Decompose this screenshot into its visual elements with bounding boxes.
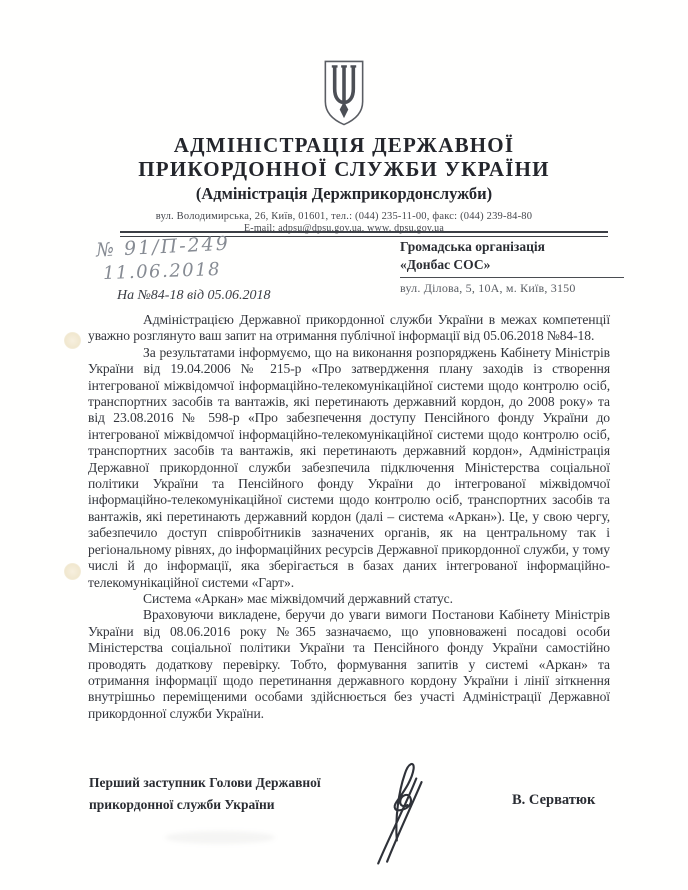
org-name-line1: АДМІНІСТРАЦІЯ ДЕРЖАВНОЇ [173, 133, 515, 157]
punch-hole [64, 563, 81, 580]
body-paragraph: Система «Аркан» має міжвідомчий державний статус. [143, 590, 453, 606]
org-address-line: вул. Володимирська, 26, Київ, 01601, тел.: (044) 235-11-00, факс: (044) 239-84-80 [155, 211, 533, 223]
signer-position-line1: Перший заступник Голови Державної [89, 775, 321, 790]
recipient-address: вул. Ділова, 5, 10А, м. Київ, 3150 [400, 280, 576, 295]
signer-position-line2: прикордонної служби України [89, 797, 275, 813]
org-name-line2: ПРИКОРДОННОЇ СЛУЖБИ УКРАЇНИ [138, 156, 550, 181]
recipient-divider [400, 277, 624, 278]
outgoing-date-handwritten: 11.06.2018 [102, 258, 222, 285]
recipient-org-type: Громадська організація [400, 239, 545, 254]
signer-position [89, 772, 321, 817]
signature-scribble [362, 752, 444, 867]
punch-hole [64, 332, 81, 349]
org-short-name: (Адміністрація Держприкордонслужби) [195, 184, 493, 204]
trident-emblem-icon [322, 60, 366, 126]
body-text [88, 312, 610, 722]
body-paragraph: Враховуючи викладене, беручи до уваги вимоги Постанови Кабінету Міністрів України від 08.06.2016 року №365 зазначаємо, що уповноважені посадові особи Міністерства соціальної політики України та Пенсійного фонду України самостійно проводять додаткову перевірку. Тобто, формування запитів у системі «Аркан» та отримання інформації щодо перетинання державного кордону України і лінії зіткнення внутрішньо переміщеними особами здійснюється без участі Адміністрації Державної прикордонної служби України. [88, 607, 610, 721]
org-email-line: E-mail: adpsu@dpsu.gov.ua, www. dpsu.gov.ua [243, 223, 444, 235]
outgoing-number-handwritten: № 91/П-249 [95, 232, 231, 262]
recipient-org-name: «Донбас СОС» [400, 256, 491, 272]
signer-name: В. Серватюк [512, 792, 596, 808]
body-paragraph: За результатами інформуємо, що на виконання розпоряджень Кабінету Міністрів України від 19.04.2006 № 215-р «Про затвердження плану заходів із створення інтегрованої міжвідомчої інформаційно-телекомунікаційної системи щодо контролю осіб, транспортних засобів та вантажів, які перетинають державний кордон, до 2008 року» та від 23.08.2016 № 598-р «Про забезпечення доступу Пенсійного фонду України до інтегрованої міжвідомчої інформаційно-телекомунікаційної системи щодо контролю осіб, транспортних засобів та вантажів, які перетинають державний кордон», Адміністрація Державної прикордонної служби забезпечила підключення Міністерства соціальної політики України та Пенсійного фонду України до інтегрованої міжвідомчої інформаційно-телекомунікаційної системи щодо контролю осіб, транспортних засобів та вантажів, які перетинають державний кордон (далі – система «Аркан»). Це, у свою чергу, забезпечило доступ співробітників зазначених органів, як на центральному так і регіональному рівнях, до інформаційних ресурсів Державної прикордонної служби, у тому числі й до інформації, яка зберігається в базах даних інтегрованої інформаційно-телекомунікаційної системи «Гарт». [88, 344, 610, 590]
reference-line: На №84-18 від 05.06.2018 [117, 288, 271, 303]
body-paragraph: Адміністрацією Державної прикордонної служби України в межах компетенції уважно розглянуто ваш запит на отримання публічної інформації від 05.06.2018 №84-18. [88, 312, 610, 344]
letterhead [0, 60, 688, 234]
recipient-block [400, 238, 624, 296]
scan-smudge [165, 831, 275, 844]
